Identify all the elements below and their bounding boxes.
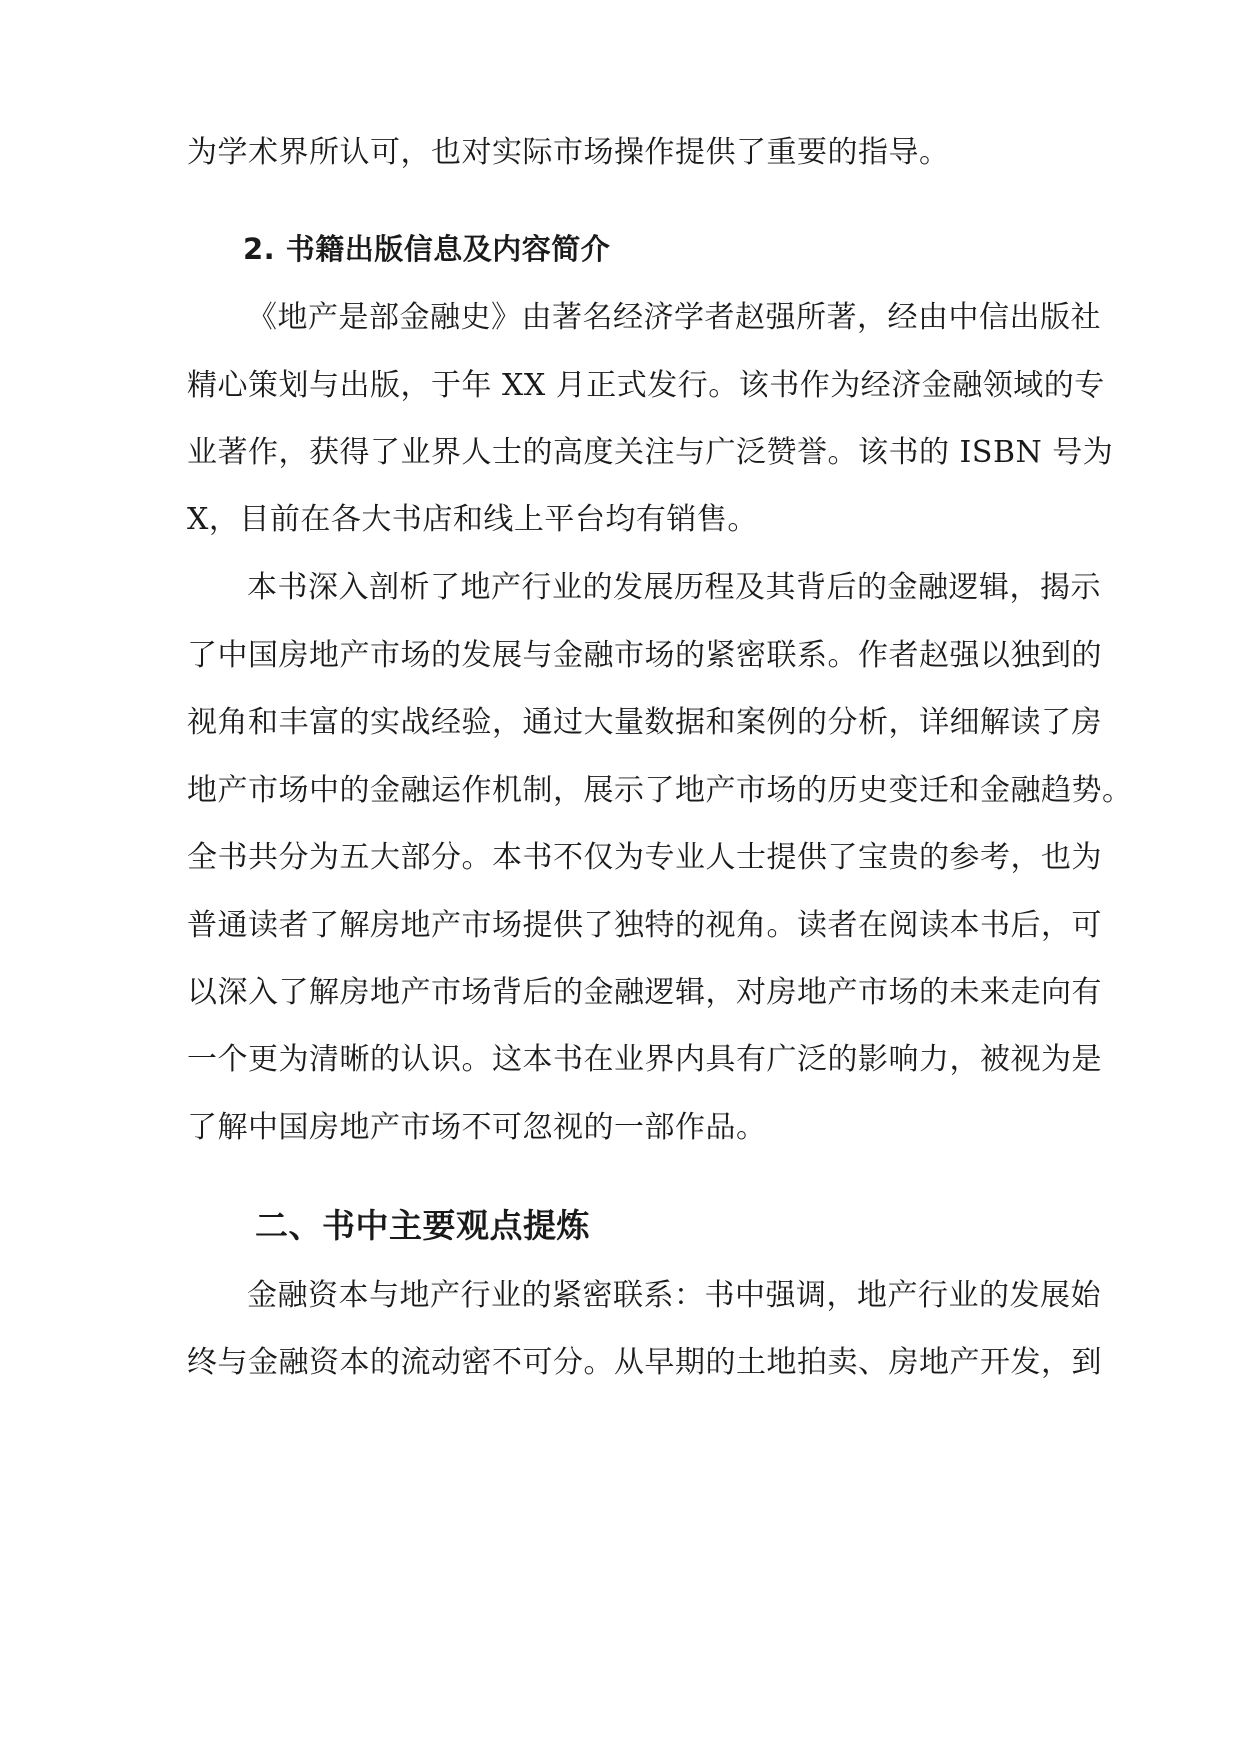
paragraph-line: 以深入了解房地产市场背后的金融逻辑，对房地产市场的未来走向有 <box>187 975 1102 1010</box>
paragraph-line: 一个更为清晰的认识。这本书在业界内具有广泛的影响力，被视为是 <box>187 1042 1102 1077</box>
paragraph-line: 地产市场中的金融运作机制，展示了地产市场的历史变迁和金融趋势。 <box>187 773 1133 808</box>
paragraph-line: 了中国房地产市场的发展与金融市场的紧密联系。作者赵强以独到的 <box>187 638 1102 673</box>
paragraph-line: 视角和丰富的实战经验，通过大量数据和案例的分析，详细解读了房 <box>187 705 1102 740</box>
paragraph-line: 金融资本与地产行业的紧密联系：书中强调，地产行业的发展始 <box>247 1278 1101 1313</box>
subsection-heading: 2. 书籍出版信息及内容简介 <box>243 232 611 266</box>
paragraph-line: 了解中国房地产市场不可忽视的一部作品。 <box>187 1110 767 1145</box>
paragraph-line: 终与金融资本的流动密不可分。从早期的土地拍卖、房地产开发，到 <box>187 1345 1102 1380</box>
paragraph-line: 《地产是部金融史》由著名经济学者赵强所著，经由中信出版社 <box>247 300 1101 335</box>
paragraph-line: 为学术界所认可，也对实际市场操作提供了重要的指导。 <box>187 135 950 170</box>
paragraph-line: 业著作，获得了业界人士的高度关注与广泛赞誉。该书的 ISBN 号为 <box>187 435 1114 470</box>
paragraph-line: 精心策划与出版，于年 XX 月正式发行。该书作为经济金融领域的专 <box>187 368 1105 403</box>
paragraph-line: X，目前在各大书店和线上平台均有销售。 <box>187 502 758 537</box>
paragraph-line: 普通读者了解房地产市场提供了独特的视角。读者在阅读本书后，可 <box>187 908 1102 943</box>
paragraph-line: 本书深入剖析了地产行业的发展历程及其背后的金融逻辑，揭示 <box>247 570 1101 605</box>
paragraph-line: 全书共分为五大部分。本书不仅为专业人士提供了宝贵的参考，也为 <box>187 840 1102 875</box>
section-heading: 二、书中主要观点提炼 <box>255 1206 590 1245</box>
